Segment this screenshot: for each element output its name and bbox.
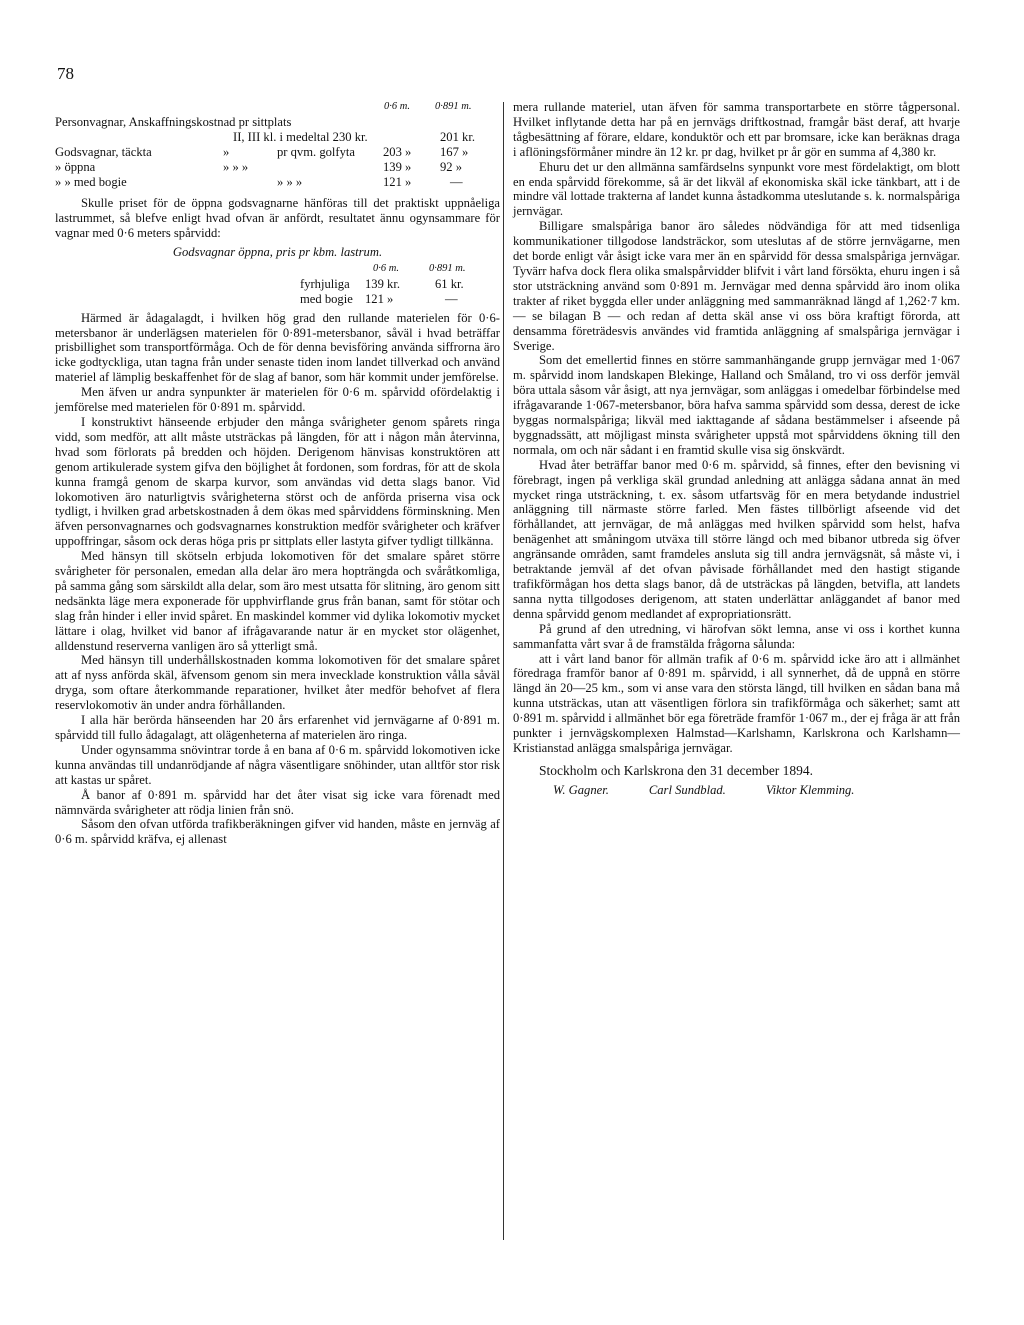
paragraph: Med hänsyn till underhållskostnaden komma lokomotiven för det smalare spåret att af nyss anförda skäl, äfvensom genom sin mera invecklade konstruktion vålla såväl dryga, som oftare återkommande reparationer, hvilket åter medför behofvet af flera reservlokomotiv än under andra förhållanden. — [55, 653, 500, 713]
row-unit: » — [223, 145, 230, 159]
row-value: 121 » — [365, 291, 394, 306]
table2-title: Godsvagnar öppna, pris pr kbm. lastrum. — [172, 244, 383, 259]
row-value: 61 kr. — [435, 276, 464, 291]
row-value: 121 » — [383, 175, 412, 189]
row-label: » öppna — [55, 160, 96, 174]
place-date: Stockholm och Karlskrona den 31 december 1894. — [539, 762, 814, 778]
column-divider — [503, 102, 504, 1240]
price-table-row — [55, 115, 500, 130]
signature: Carl Sundblad. — [648, 782, 726, 797]
row-value: 139 » — [383, 160, 412, 174]
row-sub: II, III kl. i medeltal 230 kr. — [233, 130, 368, 144]
price-table-row — [55, 145, 500, 160]
price-table-row — [55, 175, 500, 190]
paragraph: Ehuru det ur den allmänna samfärdselns synpunkt vore mest fördelaktigt, om blott en enda spårvidd förekomme, så är det likväl af ekonomiska skäl icke tänkbart, att i de mindre väl lottade trakterna af landet kunna åstadkomma uteslutande s. k. normalspåriga jernvägar. — [513, 159, 960, 219]
signature: W. Gagner. — [553, 782, 609, 797]
paragraph: Som det emellertid finnes en större sammanhängande grupp jernvägar med 1·067 m. spårvidd inom landskapen Blekinge, Halland och Småland, tro vi oss derför jemväl böra uttala såsom vår åsigt, att nya jernvägar, som anläggas i omedelbar förbindelse med ifrågavarande 1·067-metersbanor, böra hafva samma spårvidd som dessa, derest de icke byggas normalspåriga; likväl med iakttagande af sådana bestämmelser i afseende på byggnadssätt, att möjligast minsta svårigheter uppstå mot spårviddens ökning till den normala, om och när sådant i en framtid skulle visa sig önskvärdt. — [513, 353, 960, 457]
table2-row — [55, 277, 500, 292]
row-label: » » med bogie — [55, 175, 127, 189]
paragraph: Med hänsyn till skötseln erbjuda lokomotiven för det smalare spåret större svårigheter för personalen, emedan alla delar äro mera hopträngda och svåråtkomliga, på samma gång som särskildt alla delar, som äro mest utsatta för slitning, äro genom sitt nedsänkta läge mera exponerade för upphvirflande grus från banan, samt för stötar och slag från hinder i eller invid spåret. En maskindel kommer vid dylika lokomotiv mycket lättare i olag, hvilket vid banor af ifrågavarande natur är en mycket stor olägenhet, alldenstund reserverna vanligen äro så ytterligt små. — [55, 549, 500, 653]
paragraph: Såsom den ofvan utförda trafikberäkningen gifver vid handen, måste en jernväg af 0·6 m. spårvidd kräfva, ej allenast — [55, 817, 500, 847]
paragraph: Under ogynsamma snövintrar torde å en bana af 0·6 m. spårvidd lokomotiven icke kunna användas till undanrödjande af några väsentligare snöhinder, utan alltför stor risk att kastas ur spåret. — [55, 742, 500, 787]
signature: Viktor Klemming. — [765, 782, 855, 797]
paragraph: Billigare smalspåriga banor äro således nödvändiga för att med tidsenliga kommunikationer tillgodose landsträckor, som uteslutas af de större jernvägarne, men det borde enligt vår åsigt icke vara mer än en spårvidd för dessa smalspåriga jernvägar. Tyvärr hafva dock flera olika smalspårvidder blifvit i vårt land försökta, ehuru ingen i så stor utsträckning använd som 0·891 m. Jernvägar med denna spårvidd äro inom olika trakter af riket byggda eller under anläggning med sammanräknad längd af 1,262·7 km. — se bilagan B — och redan af detta skäl anse vi oss böra kraftigt förorda, att densamma företrädesvis användes vid framtida anläggning af smalspåriga jernvägar i Sverige. — [513, 219, 960, 353]
row-unit: » » » — [223, 160, 249, 174]
row-value: 167 » — [440, 145, 469, 159]
paragraph: att i vårt land banor för allmän trafik af 0·6 m. spårvidd icke äro att i allmänhet föredraga framför banor af 0·891 m. spårvidd, i all synnerhet, då de uppnå en större längd än 20—25 km., som vi anse vara den största längd, till hvilken en sådan bana må kunna utsträckas, utan att väsentligen förlora sin trafikförmåga och säkerhet; samt att 0·891 m. spårvidd i allmänhet bör ega företräde framför 1·067 m., der ej fråga är att från punkter i jernvägskomplexen Halmstad—Karlshamn, Karlskrona och Karlshamn—Kristianstad anlägga smalspåriga jernvägar. — [513, 651, 960, 755]
row-label: med bogie — [300, 291, 353, 306]
row-value: — — [445, 291, 458, 306]
col-header-narrow: 0·6 m. — [373, 262, 399, 274]
paragraph: I alla här berörda hänseenden har 20 års erfarenhet vid jernvägarne af 0·891 m. spårvidd till fullo ådagalagt, att olägenheterna af materielen äro ringa. — [55, 713, 500, 742]
price-table-row — [55, 160, 500, 175]
paragraph: Men äfven ur andra synpunkter är materielen för 0·6 m. spårvidd ofördelaktig i jemförelse med materielen för 0·891 m. spårvidd. — [55, 385, 500, 415]
row-value: 92 » — [440, 160, 463, 174]
col-header-wide: 0·891 m. — [429, 262, 466, 274]
left-column — [55, 100, 500, 847]
row-desc: pr qvm. golfyta — [277, 145, 355, 159]
price-table-header — [55, 100, 500, 115]
row-value: 201 kr. — [440, 130, 475, 144]
right-column — [513, 100, 960, 798]
paragraph: Hvad åter beträffar banor med 0·6 m. spårvidd, så finnes, efter den bevisning vi förebragt, ingen på verkliga skäl grundad anledning att anlägga sådana annat än med mycket ringa utsträckning, t. ex. såsom utfartsväg för en mera betydande industriel anläggning till närmaste större farled. Men fästes tillbörligt afseende vid det förhållandet, att jernvägar, de må anläggas med hvilken spårvidd som helst, hafva benägenhet att småningom utväxa till större längd och med bibanor utbreda sig öfver angränsande områden, samt framdeles ansluta sig till andra jernvägsnät, så måste vi, i betraktande jemväl af det ofvan påvisade förhållandet med den hastigt stigande trafikförmågan hos detta slags banor, då de utsträckas på längden, betvifla, att landets sanna nytta tillgodoses derigenom, att staten underlättar anläggandet af banor med denna spårvidd genom medlandet af expropriationsrätt. — [513, 457, 960, 621]
paragraph: mera rullande materiel, utan äfven för samma transportarbete en större tågpersonal. Hvilket inflytande detta har på en jernvägs driftkostnad, framgår bäst deraf, att hvarje tågbesättning af förare, eldare, konduktör och ett par bromsare, icke kan beräknas draga i aflöningsförmåner mindre än 12 kr. pr dag, hvilket pr år gör en summa af 4,380 kr. — [513, 100, 960, 159]
page-number: 78 — [57, 64, 74, 83]
col-header-wide: 0·891 m. — [435, 101, 472, 112]
paragraph: Å banor af 0·891 m. spårvidd har det åter visat sig icke vara förenadt med nämnvärda svårigheter att rödja linien från snö. — [55, 787, 500, 817]
row-value: 139 kr. — [365, 276, 400, 291]
paragraph: I konstruktivt hänseende erbjuder den många svårigheter genom spårets ringa vidd, som medför, att allt måste utsträckas på längden, för att i någon mån återvinna, hvad som förlorats på bredden och höjden. Derigenom hänvisas konstruktören att genom artikulerade system gifva den böjlighet åt fordonen, som fordras, för att de skola kunna framgå genom de skarpa kurvor, som användas vid detta slags banor. Vid lokomotiven äro naturligtvis svårigheterna störst och de anförda priserna visa ock tydligt, i hvilken grad arbetskostnaden å dem ökas med spårviddens förminskning. Men äfven personvagnarnes och godsvagnarnes konstruktion medför svårigheter och kräfver uppoffringar, såsom ock deras höga pris pr sittplats eller lastyta gifver tydligt tillkänna. — [55, 414, 500, 549]
signatures — [553, 783, 960, 798]
row-label: Personvagnar, Anskaffningskostnad pr sittplats — [55, 115, 292, 129]
paragraph: På grund af den utredning, vi härofvan sökt lemna, anse vi oss i korthet kunna sammanfatta vårt svar å de framstälda frågorna sålunda: — [513, 621, 960, 651]
paragraph: Härmed är ådagalagdt, i hvilken hög grad den rullande materielen för 0·6-metersbanor är underlägsen materielen för 0·891-metersbanor, såväl i hvad beträffar prisbillighet som transportförmåga. Och de för denna bevisföring använda siffrorna äro icke godtyckliga, utan tagna från under senaste tiden inom landet tillverkad och använd materiel af lämplig beskaffenhet för de slag af banor, som här kommit under jemförelse. — [55, 310, 500, 385]
row-value: — — [450, 175, 463, 189]
table2-row — [55, 292, 500, 307]
col-header-narrow: 0·6 m. — [384, 101, 410, 112]
price-table-row — [55, 130, 500, 145]
row-unit: » » » — [277, 175, 303, 189]
row-label: fyrhjuliga — [300, 276, 350, 291]
paragraph: Skulle priset för de öppna godsvagnarne hänföras till det praktiskt uppnåeliga lastrummet, så blefve enligt hvad ofvan är anfördt, resultatet ännu ogynsammare för vagnar med 0·6 meters spårvidd: — [55, 196, 500, 240]
table2-header — [55, 262, 500, 277]
row-label: Godsvagnar, täckta — [55, 145, 152, 159]
row-value: 203 » — [383, 145, 412, 159]
